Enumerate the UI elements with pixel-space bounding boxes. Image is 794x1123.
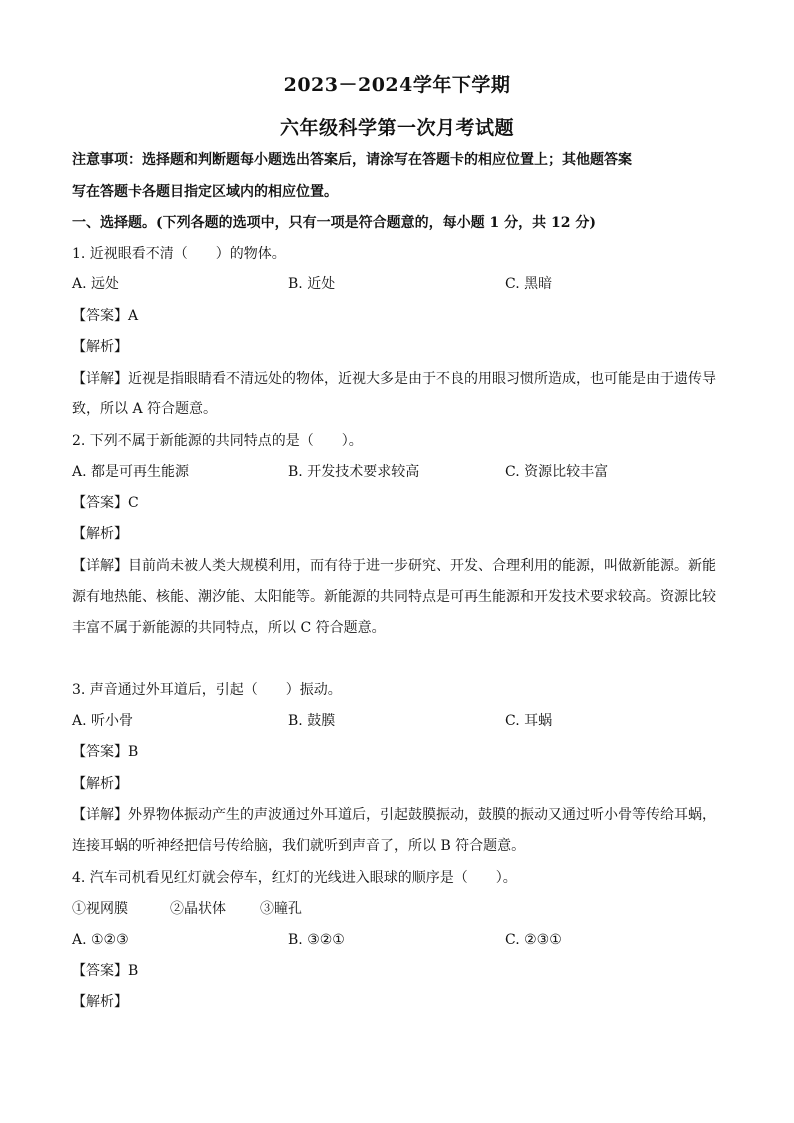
- question-3-option-b: B. 鼓膜: [288, 713, 336, 729]
- question-4-answer: 【答案】B: [72, 963, 139, 979]
- question-1-detail-1: 【详解】近视是指眼睛看不清远处的物体，近视大多是由于不良的用眼习惯所造成，也可能是由于遗传导: [72, 371, 716, 387]
- question-4-option-a: A. ①②③: [72, 932, 129, 948]
- question-1-analysis: 【解析】: [72, 339, 128, 355]
- question-3-option-c: C. 耳蜗: [505, 713, 553, 729]
- question-1-stem: 1. 近视眼看不清（ ）的物体。: [72, 246, 286, 262]
- question-1-option-a: A. 远处: [72, 276, 120, 292]
- question-2-option-a: A. 都是可再生能源: [72, 464, 190, 480]
- notice-line-2: 写在答题卡各题目指定区域内的相应位置。: [72, 184, 338, 200]
- question-4-option-c: C. ②③①: [505, 932, 562, 948]
- exam-title-year: 2023－2024学年下学期: [283, 74, 511, 96]
- question-4-sub-2: ②晶状体: [170, 901, 226, 917]
- question-4-analysis: 【解析】: [72, 994, 128, 1010]
- question-2-detail-1: 【详解】目前尚未被人类大规模利用，而有待于进一步研究、开发、合理利用的能源，叫做新能源。新能: [72, 558, 716, 574]
- exam-title-subject: 六年级科学第一次月考试题: [279, 117, 514, 139]
- question-2-answer: 【答案】C: [72, 495, 139, 511]
- question-3-detail-2: 连接耳蜗的听神经把信号传给脑，我们就听到声音了，所以 B 符合题意。: [72, 838, 526, 854]
- question-4-option-b: B. ③②①: [288, 932, 345, 948]
- question-2-option-c: C. 资源比较丰富: [505, 464, 609, 480]
- notice-line-1: 注意事项：选择题和判断题每小题选出答案后，请涂写在答题卡的相应位置上；其他题答案: [72, 152, 632, 168]
- question-3-option-a: A. 听小骨: [72, 713, 134, 729]
- question-1-option-b: B. 近处: [288, 276, 336, 292]
- question-1-option-c: C. 黑暗: [505, 276, 553, 292]
- question-3-answer: 【答案】B: [72, 744, 139, 760]
- question-2-analysis: 【解析】: [72, 526, 128, 542]
- question-1-answer: 【答案】A: [72, 308, 139, 324]
- question-4-sub-3: ③瞳孔: [260, 901, 302, 917]
- question-4-sub-1: ①视网膜: [72, 901, 128, 917]
- section-heading-choice: 一、选择题。(下列各题的选项中，只有一项是符合题意的，每小题 1 分，共 12 分): [72, 215, 596, 231]
- question-4-stem: 4. 汽车司机看见红灯就会停车，红灯的光线进入眼球的顺序是（ ）。: [72, 870, 517, 886]
- question-2-detail-2: 源有地热能、核能、潮汐能、太阳能等。新能源的共同特点是可再生能源和开发技术要求较高。资源比较: [72, 589, 716, 605]
- question-2-option-b: B. 开发技术要求较高: [288, 464, 420, 480]
- question-3-stem: 3. 声音通过外耳道后，引起（ ）振动。: [72, 682, 342, 698]
- question-3-analysis: 【解析】: [72, 776, 128, 792]
- question-3-detail-1: 【详解】外界物体振动产生的声波通过外耳道后，引起鼓膜振动，鼓膜的振动又通过听小骨等传给耳蜗，: [72, 807, 716, 823]
- question-2-detail-3: 丰富不属于新能源的共同特点，所以 C 符合题意。: [72, 620, 386, 636]
- question-2-stem: 2. 下列不属于新能源的共同特点的是（ ）。: [72, 433, 363, 449]
- question-1-detail-2: 致，所以 A 符合题意。: [72, 401, 218, 417]
